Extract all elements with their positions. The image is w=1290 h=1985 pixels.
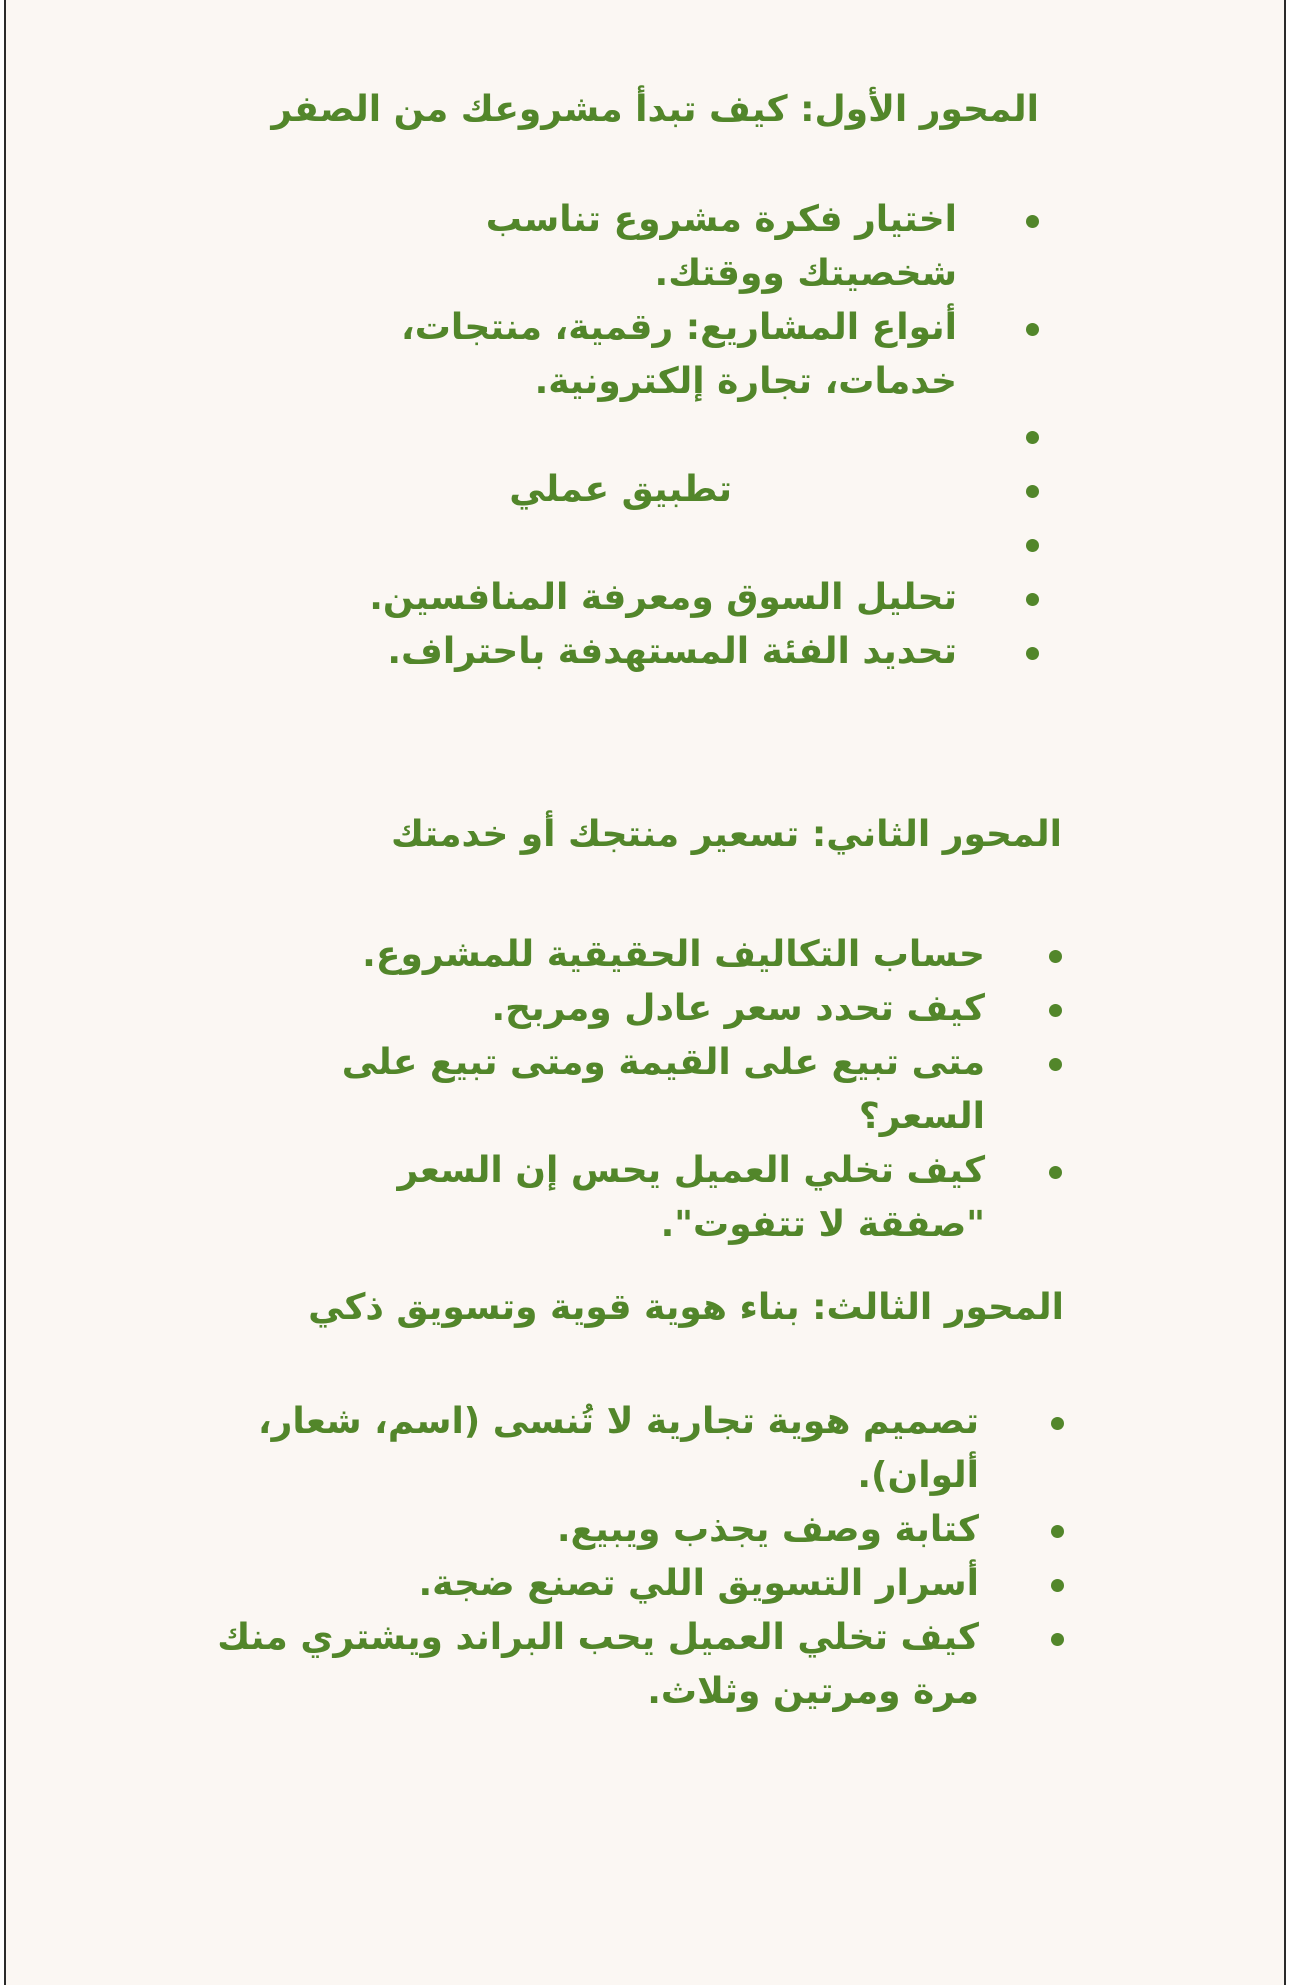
list-item: تحليل السوق ومعرفة المنافسين. [259,571,1039,625]
list-item: كيف تحدد سعر عادل ومربح. [262,982,1062,1036]
list-item: تطبيق عملي [259,463,1039,517]
list-item [259,517,1039,571]
bullet-list [184,1395,1064,1719]
list-item: حساب التكاليف الحقيقية للمشروع. [262,928,1062,982]
bullet-list [259,193,1039,679]
section-title: المحور الأول: كيف تبدأ مشروعك من الصفر [271,89,1039,130]
section-branding-marketing [184,1283,1064,1719]
list-item: تصميم هوية تجارية لا تُنسى (اسم، شعار، ألوان). [184,1395,1064,1503]
list-item: كيف تخلي العميل يحب البراند ويشتري منك مرة ومرتين وثلاث. [184,1611,1064,1719]
section-starting-project [259,85,1039,679]
list-item: متى تبيع على القيمة ومتى تبيع على السعر؟ [262,1036,1062,1144]
list-item: تحديد الفئة المستهدفة باحتراف. [259,625,1039,679]
list-item: أنواع المشاريع: رقمية، منتجات، خدمات، تجارة إلكترونية. [259,301,1039,409]
section-title: المحور الثالث: بناء هوية قوية وتسويق ذكي [308,1287,1064,1328]
section-pricing [262,810,1062,1252]
list-item [259,409,1039,463]
document-page [4,0,1286,1985]
list-item: اختيار فكرة مشروع تناسب شخصيتك ووقتك. [259,193,1039,301]
section-title: المحور الثاني: تسعير منتجك أو خدمتك [391,814,1062,855]
bullet-list [262,928,1062,1252]
list-item: كتابة وصف يجذب ويبيع. [184,1503,1064,1557]
list-item: أسرار التسويق اللي تصنع ضجة. [184,1557,1064,1611]
list-item: كيف تخلي العميل يحس إن السعر "صفقة لا تتفوت". [262,1144,1062,1252]
